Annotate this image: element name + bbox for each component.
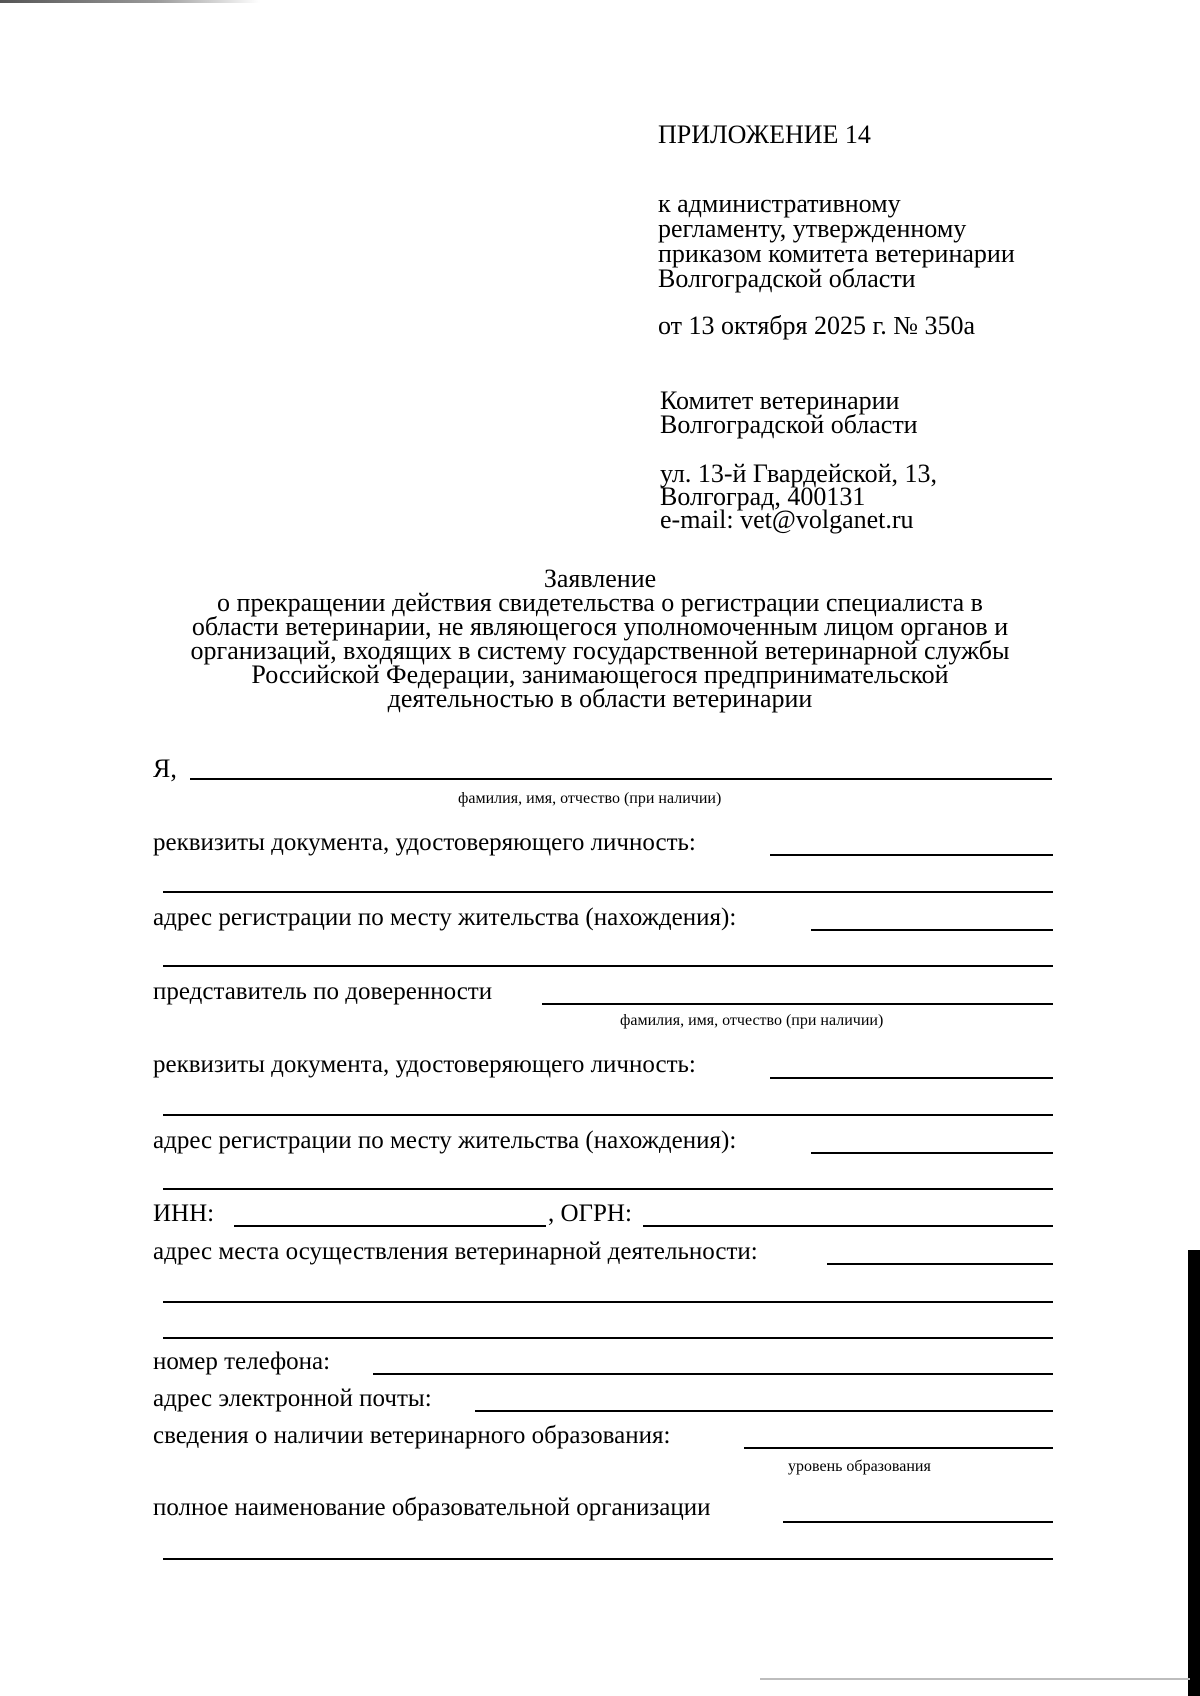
title-line-4: Российской Федерации, занимающегося предпринимательской bbox=[251, 660, 949, 689]
education-label: сведения о наличии ветеринарного образования: bbox=[153, 1422, 671, 1449]
title-heading: Заявление bbox=[543, 564, 657, 593]
applicant-label: Я, bbox=[153, 754, 177, 783]
ogrn-label: , ОГРН: bbox=[548, 1200, 632, 1227]
title-line-5: деятельностью в области ветеринарии bbox=[387, 684, 813, 713]
education-hint: уровень образования bbox=[788, 1458, 931, 1475]
rep-id-document-line-2[interactable] bbox=[163, 1114, 1053, 1116]
rep-id-document-line[interactable] bbox=[770, 1077, 1053, 1079]
appendix-title: ПРИЛОЖЕНИЕ 14 bbox=[658, 120, 871, 149]
addressee-name-2: Волгоградской области bbox=[660, 410, 918, 439]
approval-line-2: регламенту, утвержденному bbox=[658, 214, 967, 243]
addressee-address-1: ул. 13-й Гвардейской, 13, bbox=[660, 459, 938, 488]
rep-id-document-label: реквизиты документа, удостоверяющего личность: bbox=[153, 1051, 696, 1078]
institution-label: полное наименование образовательной организации bbox=[153, 1494, 711, 1521]
id-document-line-2[interactable] bbox=[163, 891, 1053, 893]
document-title bbox=[150, 564, 1050, 713]
inn-line[interactable] bbox=[234, 1225, 546, 1227]
registration-address-line[interactable] bbox=[811, 929, 1053, 931]
title-line-3: организаций, входящих в систему государственной ветеринарной службы bbox=[190, 636, 1010, 665]
addressee-email: e-mail: vet@volganet.ru bbox=[660, 505, 914, 534]
id-document-label: реквизиты документа, удостоверяющего личность: bbox=[153, 829, 696, 856]
institution-line-2[interactable] bbox=[163, 1558, 1053, 1560]
phone-line[interactable] bbox=[373, 1373, 1053, 1375]
registration-address-label: адрес регистрации по месту жительства (нахождения): bbox=[153, 904, 737, 931]
approval-line-3: приказом комитета ветеринарии bbox=[658, 239, 1015, 268]
scan-edge-right bbox=[1188, 1250, 1200, 1696]
rep-registration-address-label: адрес регистрации по месту жительства (нахождения): bbox=[153, 1127, 737, 1154]
scan-edge-top bbox=[0, 0, 260, 3]
activity-address-line-2[interactable] bbox=[163, 1301, 1053, 1303]
activity-address-label: адрес места осуществления ветеринарной деятельности: bbox=[153, 1238, 758, 1265]
ogrn-line[interactable] bbox=[643, 1225, 1053, 1227]
addressee-name-1: Комитет ветеринарии bbox=[660, 386, 900, 415]
approval-line-1: к административному bbox=[658, 189, 901, 218]
scan-edge-bottom bbox=[760, 1678, 1190, 1680]
representative-name-hint: фамилия, имя, отчество (при наличии) bbox=[620, 1012, 884, 1029]
activity-address-line[interactable] bbox=[827, 1263, 1053, 1265]
email-label: адрес электронной почты: bbox=[153, 1385, 432, 1412]
institution-line[interactable] bbox=[783, 1521, 1053, 1523]
approval-line-4: Волгоградской области bbox=[658, 264, 916, 293]
registration-address-line-2[interactable] bbox=[163, 965, 1053, 967]
representative-label: представитель по доверенности bbox=[153, 978, 493, 1005]
id-document-line[interactable] bbox=[770, 854, 1053, 856]
applicant-name-hint: фамилия, имя, отчество (при наличии) bbox=[458, 790, 722, 807]
activity-address-line-3[interactable] bbox=[163, 1337, 1053, 1339]
applicant-name-line[interactable] bbox=[190, 778, 1052, 780]
email-line[interactable] bbox=[475, 1410, 1053, 1412]
addressee-address-2: Волгоград, 400131 bbox=[660, 482, 866, 511]
rep-registration-address-line[interactable] bbox=[811, 1152, 1053, 1154]
order-date: от 13 октября 2025 г. № 350а bbox=[658, 311, 976, 340]
education-line[interactable] bbox=[744, 1447, 1053, 1449]
rep-registration-address-line-2[interactable] bbox=[163, 1188, 1053, 1190]
inn-label: ИНН: bbox=[153, 1200, 215, 1227]
phone-label: номер телефона: bbox=[153, 1348, 331, 1375]
title-line-2: области ветеринарии, не являющегося уполномоченным лицом органов и bbox=[191, 612, 1009, 641]
representative-name-line[interactable] bbox=[542, 1003, 1053, 1005]
title-line-1: о прекращении действия свидетельства о регистрации специалиста в bbox=[217, 588, 983, 617]
